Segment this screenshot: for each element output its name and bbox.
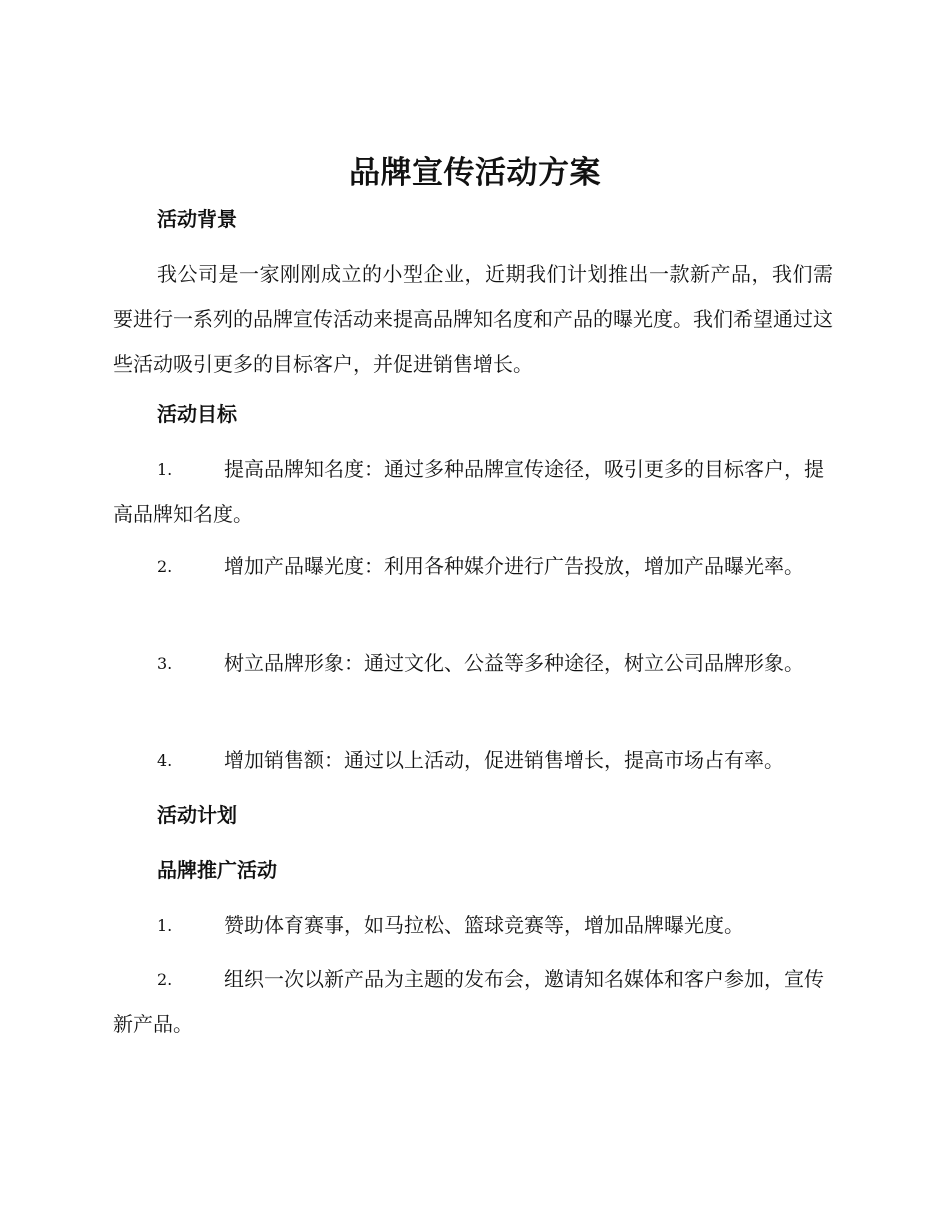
plan-item-text: 组织一次以新产品为主题的发布会，邀请知名媒体和客户参加，宣传新产品。 xyxy=(113,967,824,1036)
goal-item-text: 增加产品曝光度：利用各种媒介进行广告投放，增加产品曝光率。 xyxy=(224,554,804,578)
goal-item-text: 提高品牌知名度：通过多种品牌宣传途径，吸引更多的目标客户，提高品牌知名度。 xyxy=(113,457,824,526)
goal-item xyxy=(113,738,833,783)
goal-item xyxy=(113,641,833,686)
goal-item-text: 增加销售额：通过以上活动，促进销售增长，提高市场占有率。 xyxy=(224,748,784,772)
goal-item-number: 2. xyxy=(157,557,173,576)
goal-item-number: 1. xyxy=(157,460,173,479)
plan-item xyxy=(113,903,833,948)
section-heading-goals: 活动目标 xyxy=(157,402,237,426)
plan-item-number: 2. xyxy=(157,970,173,989)
document-title: 品牌宣传活动方案 xyxy=(349,155,601,191)
section-heading-plan: 活动计划 xyxy=(157,803,237,827)
plan-item-text: 赞助体育赛事，如马拉松、篮球竞赛等，增加品牌曝光度。 xyxy=(224,913,744,937)
section-heading-background: 活动背景 xyxy=(157,207,237,231)
goal-item-number: 3. xyxy=(157,654,173,673)
plan-item xyxy=(113,957,833,1047)
background-paragraph: 我公司是一家刚刚成立的小型企业，近期我们计划推出一款新产品，我们需要进行一系列的品牌宣传活动来提高品牌知名度和产品的曝光度。我们希望通过这些活动吸引更多的目标客户，并促进销售增长。 xyxy=(113,262,833,376)
goal-item xyxy=(113,544,833,589)
plan-item-number: 1. xyxy=(157,916,173,935)
goal-item xyxy=(113,447,833,537)
goal-item-text: 树立品牌形象：通过文化、公益等多种途径，树立公司品牌形象。 xyxy=(224,651,804,675)
goal-item-number: 4. xyxy=(157,751,173,770)
subsection-heading-brand-promotion: 品牌推广活动 xyxy=(157,858,277,882)
